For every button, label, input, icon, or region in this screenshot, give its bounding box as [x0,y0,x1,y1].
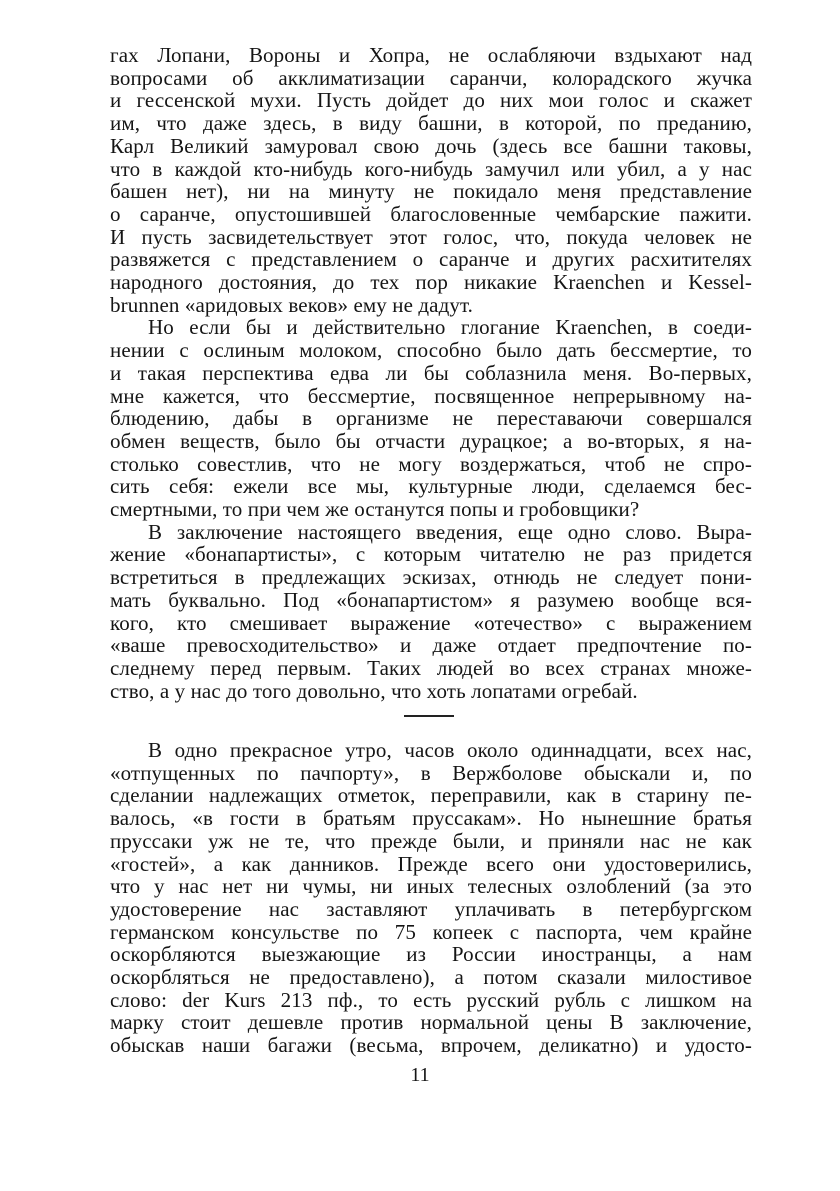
text-line: смертными, то при чем же останутся попы и гробовщики? [110,497,640,522]
text-line: «отпущенных по пачпорту», в Вержболове обыскали и, по [110,760,752,785]
text-line: «гостей», а как данников. Прежде всего они удостоверились, [110,851,752,876]
text-line: гах Лопани, Вороны и Хопра, не ослабляючи вздыхают над [110,43,752,67]
text-line: марку стоит дешевле против нормальной цены В заключение, [110,1010,752,1035]
text-line: пруссаки уж не те, что прежде были, и приняли нас не как [110,828,752,853]
text-block-introduction [110,44,752,702]
text-line: столько совестлив, что не могу воздержаться, чтоб не спро- [110,451,752,476]
text-line: им, что даже здесь, в виду башни, в которой, по преданию, [110,111,752,136]
text-line: развяжется с представлением о саранче и других расхитителях [110,247,752,272]
text-line: обыскав наши багажи (весьма, впрочем, деликатно) и удосто- [110,1033,752,1058]
text-line: Но если бы и действительно глогание Kraenchen, в соеди- [148,315,752,340]
text-line: «ваше превосходительство» и даже отдает предпочтение по- [110,633,752,658]
text-line: жение «бонапартисты», с которым читателю не раз придется [110,542,752,567]
text-line: оскорбляться не предоставлено), а потом сказали милостивое [110,965,752,990]
text-line: что у нас нет ни чумы, ни иных телесных озлоблений (за это [110,874,752,899]
text-line: валось, «в гости в братьям пруссакам». Но нынешние братья [110,806,752,831]
text-line: мать буквально. Под «бонапартистом» я разумею вообще вся- [110,587,752,612]
text-line: и гессенской мухи. Пусть дойдет до них мои голос и скажет [110,88,752,113]
text-line: brunnen «аридовых веков» ему не дадут. [110,292,474,317]
text-line: ство, а у нас до того довольно, что хоть лопатами огребай. [110,678,638,703]
text-line: оскорбляются выезжающие из России иностранцы, а нам [110,942,752,967]
text-line: башен нет), ни на минуту не покидало меня представление [110,179,752,204]
text-line: и такая перспектива едва ли бы соблазнила меня. Во-первых, [110,360,752,385]
section-divider [404,715,454,717]
text-line: слово: der Kurs 213 пф., то есть русский рубль с лишком на [110,987,752,1012]
text-line: сить себя: ежели все мы, культурные люди, сделаемся бес- [110,474,752,499]
text-line: встретиться в предлежащих эскизах, отнюдь не следует пони- [110,565,752,590]
text-line: блюдению, дабы в организме не переставаючи совершался [110,406,752,431]
text-line: кого, кто смешивает выражение «отечество» с выражением [110,610,752,635]
text-line: германском консульстве по 75 копеек с паспорта, чем крайне [110,919,752,944]
text-line: обмен веществ, было бы отчасти дурацкое; а во-вторых, я на- [110,428,752,453]
text-line: вопросами об акклиматизации саранчи, колорадского жучка [110,65,752,90]
page-number: 11 [410,1064,430,1086]
text-line: В одно прекрасное утро, часов около одиннадцати, всех нас, [148,738,752,762]
text-line: сделании надлежащих отметок, переправили, как в старину пе- [110,783,752,808]
text-block-chapter [110,739,752,1057]
text-line: народного достояния, до тех пор никакие Kraenchen и Kessel- [110,270,752,295]
text-line: что в каждой кто-нибудь кого-нибудь замучил или убил, а у нас [110,156,752,181]
text-line: В заключение настоящего введения, еще одно слово. Выра- [148,519,752,544]
text-line: о саранче, опустошившей благословенные чембарские пажити. [110,201,752,226]
text-line: следнему перед первым. Таких людей во всех странах множе- [110,655,752,680]
text-line: мне кажется, что бессмертие, посвященное непрерывному на- [110,383,752,408]
text-line: нении с ослиным молоком, способно было дать бессмертие, то [110,338,752,363]
text-line: Карл Великий замуровал свою дочь (здесь все башни таковы, [110,133,752,158]
text-line: удостоверение нас заставляют уплачивать в петербургском [110,896,752,921]
text-line: И пусть засвидетельствует этот голос, что, покуда человек не [110,224,752,249]
